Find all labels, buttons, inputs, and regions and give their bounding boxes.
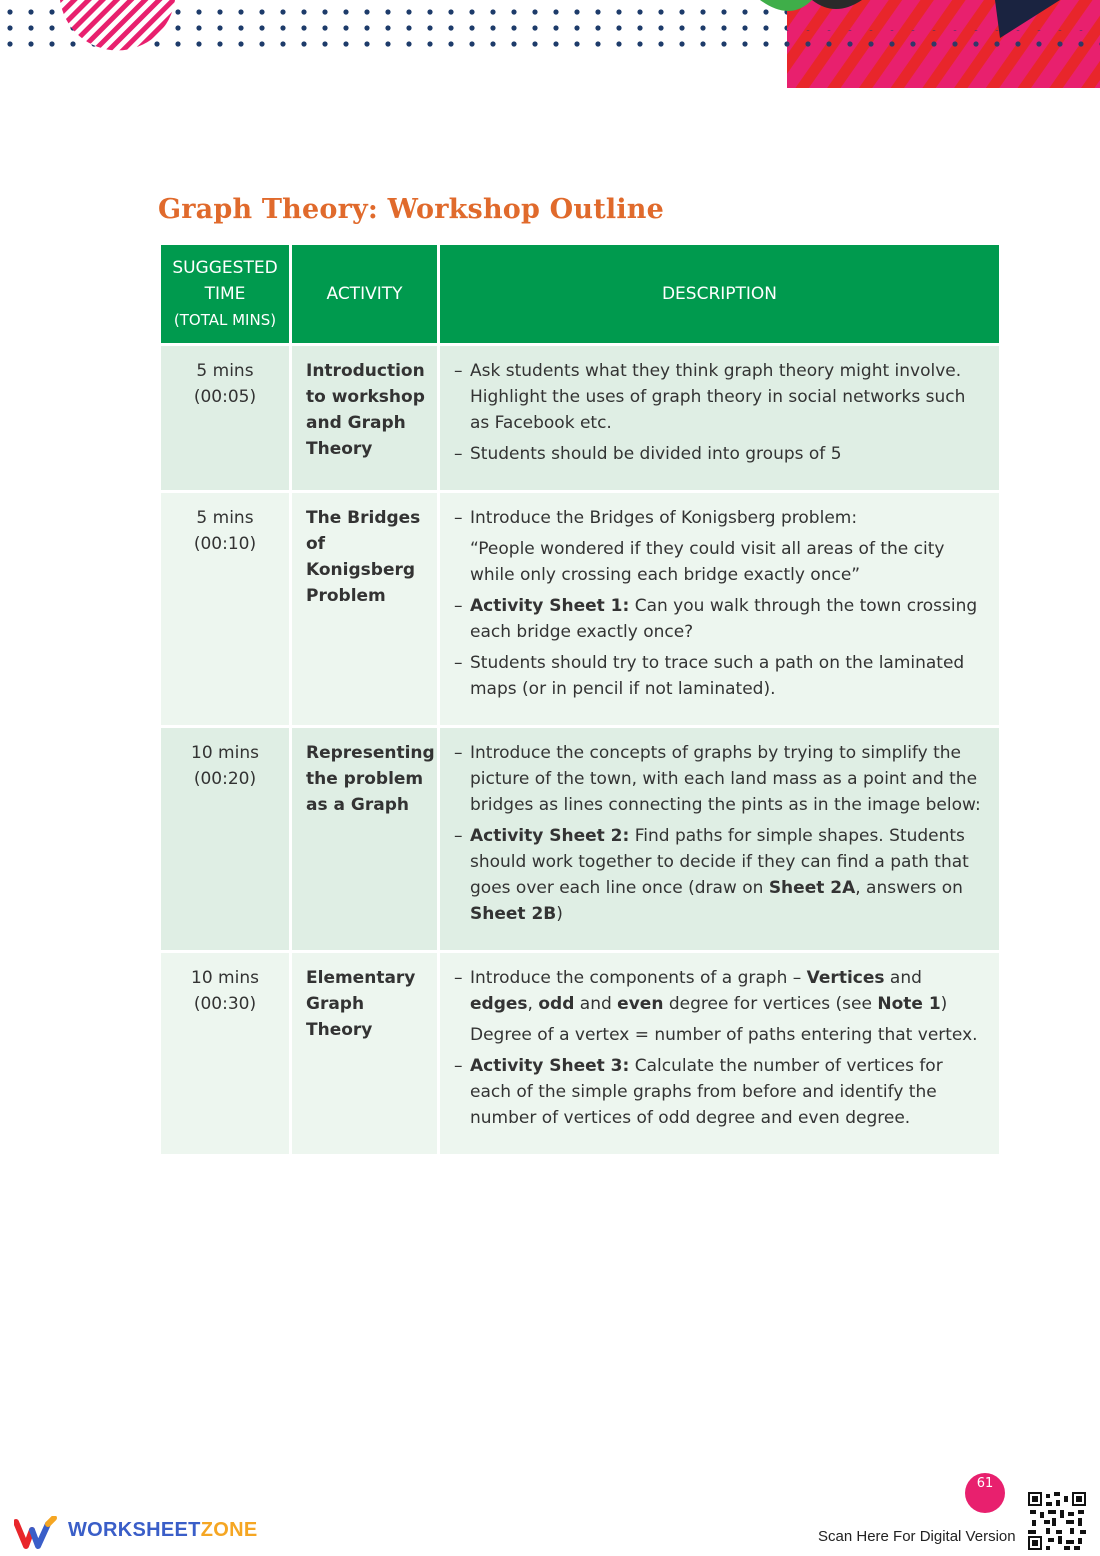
time-cell <box>161 728 289 950</box>
bullet-dash: – <box>454 1056 463 1076</box>
header-decoration <box>0 0 1100 90</box>
description-text: Degree of a vertex = number of paths entering that vertex. <box>470 1025 978 1045</box>
table-body <box>161 346 999 1154</box>
header-time-line2: TIME <box>204 284 246 304</box>
table-row <box>161 346 999 490</box>
description-text: Can you walk through the town crossing each bridge exactly once? <box>470 596 978 642</box>
bullet-dash: – <box>454 596 463 616</box>
time-cell <box>161 953 289 1154</box>
table-row <box>161 728 999 950</box>
bullet-dash: – <box>454 444 463 464</box>
description-text: ) <box>940 994 948 1014</box>
page-number <box>965 1473 1005 1513</box>
description-bold-text: Activity Sheet 1: <box>470 596 630 616</box>
description-text: and <box>884 968 922 988</box>
activity-cell: Elementary Graph Theory <box>292 953 437 1154</box>
time-total: (00:10) <box>193 534 257 554</box>
header-activity: ACTIVITY <box>292 245 437 343</box>
logo-text <box>68 1519 257 1542</box>
description-bold-text: odd <box>538 994 575 1014</box>
header-suggested-time <box>161 245 289 343</box>
table-row <box>161 953 999 1154</box>
activity-cell: Representing the problem as a Graph <box>292 728 437 950</box>
worksheetzone-logo <box>14 1516 274 1550</box>
description-cell <box>440 728 999 950</box>
description-bold-text: Activity Sheet 3: <box>470 1056 630 1076</box>
bullet-dash: – <box>454 743 463 763</box>
time-total: (00:30) <box>193 994 257 1014</box>
description-bold-text: Sheet 2B <box>470 904 557 924</box>
description-text: Introduce the Bridges of Konigsberg problem: <box>470 508 858 528</box>
description-bold-text: Activity Sheet 2: <box>470 826 630 846</box>
description-cell <box>440 493 999 725</box>
worksheetzone-w-logo-icon <box>14 1516 60 1550</box>
description-bold-text: edges <box>470 994 528 1014</box>
bullet-dash: – <box>454 968 463 988</box>
description-line <box>454 505 987 531</box>
description-line <box>454 441 987 467</box>
description-cell <box>440 346 999 490</box>
description-text: Introduce the concepts of graphs by trying to simplify the picture of the town, with each land mass as a point and the bridges as lines connecting the pints as in the image below: <box>470 743 981 815</box>
description-text: , answers on <box>855 878 963 898</box>
description-text: ) <box>556 904 563 924</box>
scan-here-text: Scan Here For Digital Version <box>818 1528 1016 1545</box>
bullet-dash: – <box>454 653 463 673</box>
description-text: , <box>527 994 539 1014</box>
description-text: degree for vertices (see <box>663 994 878 1014</box>
time-total: (00:05) <box>193 387 257 407</box>
workshop-outline-table <box>158 242 1002 1157</box>
bullet-dash: – <box>454 361 463 381</box>
header-time-line3: (TOTAL MINS) <box>173 311 277 329</box>
description-line <box>454 536 987 588</box>
description-line <box>454 358 987 436</box>
header-time-line1: SUGGESTED <box>172 258 278 278</box>
logo-text-zone: ZONE <box>200 1519 258 1541</box>
description-text: Find paths for simple shapes. Students should work together to decide if they can find a path that goes over each line once (draw on <box>470 826 969 898</box>
description-cell <box>440 953 999 1154</box>
description-text: “People wondered if they could visit all areas of the city while only crossing each bridge exactly once” <box>470 539 945 585</box>
bullet-dash: – <box>454 508 463 528</box>
activity-cell: The Bridges of Konigsberg Problem <box>292 493 437 725</box>
logo-text-worksheet: WORKSHEET <box>68 1519 201 1541</box>
description-bold-text: Note 1 <box>877 994 941 1014</box>
table-row <box>161 493 999 725</box>
table-header-row <box>161 245 999 343</box>
time-duration: 5 mins <box>196 508 254 528</box>
description-bold-text: Vertices <box>806 968 885 988</box>
header-description: DESCRIPTION <box>440 245 999 343</box>
description-text: Calculate the number of vertices for each of the simple graphs from before and identify the number of vertices of odd degree and even degree. <box>470 1056 943 1128</box>
page-title: Graph Theory: Workshop Outline <box>158 194 665 225</box>
time-cell <box>161 493 289 725</box>
description-line <box>454 1053 987 1131</box>
description-bold-text: Sheet 2A <box>768 878 856 898</box>
description-text: Introduce the components of a graph – <box>470 968 807 988</box>
description-line <box>454 1022 987 1048</box>
qr-code-icon[interactable] <box>1028 1492 1086 1550</box>
description-line <box>454 593 987 645</box>
description-line <box>454 823 987 927</box>
time-total: (00:20) <box>193 769 257 789</box>
description-line <box>454 650 987 702</box>
description-text: and <box>574 994 618 1014</box>
page-number-text: 61 <box>976 1476 994 1491</box>
time-duration: 10 mins <box>191 743 259 763</box>
time-duration: 10 mins <box>191 968 259 988</box>
description-text: Ask students what they think graph theory might involve. Highlight the uses of graph theory in social networks such as Facebook etc. <box>470 361 966 433</box>
description-text: Students should be divided into groups of 5 <box>470 444 842 464</box>
bullet-dash: – <box>454 826 463 846</box>
activity-cell: Introduction to workshop and Graph Theory <box>292 346 437 490</box>
time-duration: 5 mins <box>196 361 254 381</box>
description-line <box>454 740 987 818</box>
description-text: Students should try to trace such a path on the laminated maps (or in pencil if not laminated). <box>470 653 965 699</box>
description-bold-text: even <box>617 994 664 1014</box>
description-line <box>454 965 987 1017</box>
time-cell <box>161 346 289 490</box>
